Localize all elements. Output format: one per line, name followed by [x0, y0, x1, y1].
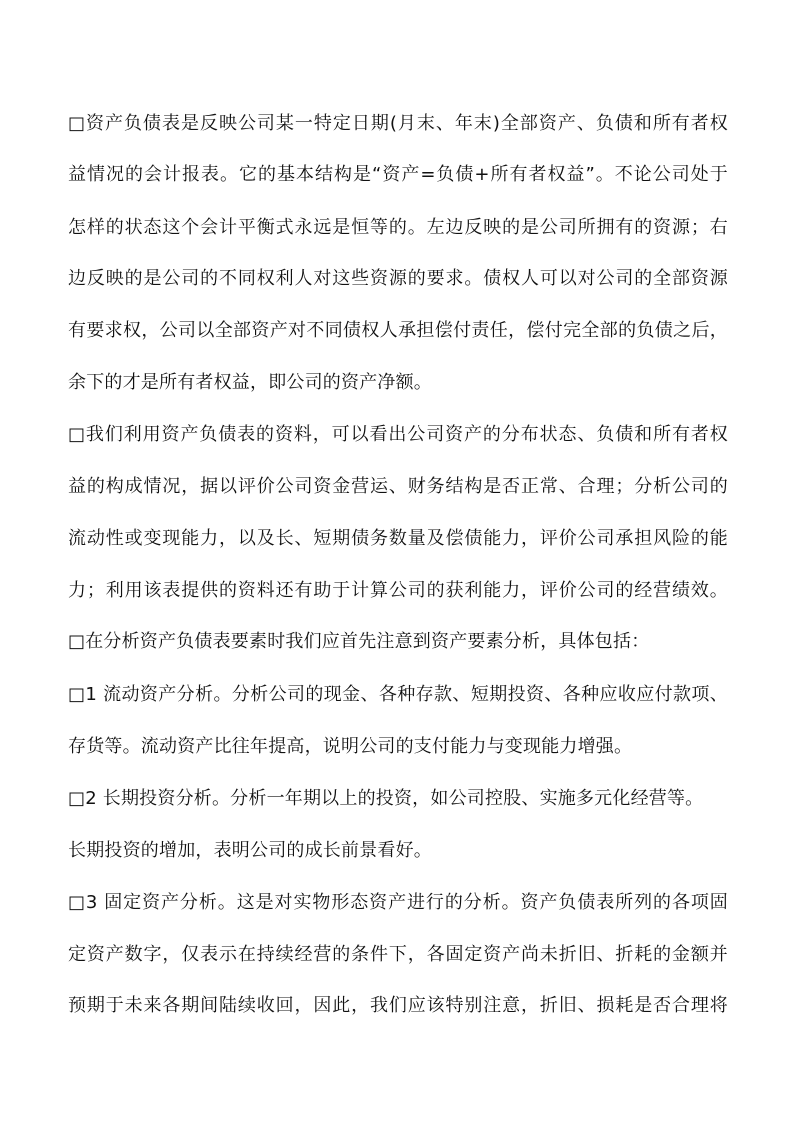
text-line-17: 定资产数字，仅表示在持续经营的条件下，各固定资产尚未折旧、折耗的金额并 — [68, 944, 728, 965]
text-line-1: □资产负债表是反映公司某一特定日期(月末、年末)全部资产、负债和所有者权 — [68, 113, 728, 134]
text-line-18: 预期于未来各期间陆续收回，因此，我们应该特别注意，折旧、损耗是否合理将 — [68, 995, 728, 1016]
text-line-4: 边反映的是公司的不同权利人对这些资源的要求。债权人可以对公司的全部资源 — [68, 268, 728, 289]
text-line-10: 力；利用该表提供的资料还有助于计算公司的获利能力，评价公司的经营绩效。 — [68, 580, 728, 601]
text-line-7: □我们利用资产负债表的资料，可以看出公司资产的分布状态、负债和所有者权 — [68, 424, 728, 445]
text-line-15: 长期投资的增加，表明公司的成长前景看好。 — [68, 840, 432, 861]
text-line-12: □1 流动资产分析。分析公司的现金、各种存款、短期投资、各种应收应付款项、 — [68, 684, 728, 705]
text-line-13: 存货等。流动资产比往年提高，说明公司的支付能力与变现能力增强。 — [68, 736, 633, 757]
text-line-9: 流动性或变现能力，以及长、短期债务数量及偿债能力，评价公司承担风险的能 — [68, 528, 728, 549]
text-line-14: □2 长期投资分析。分析一年期以上的投资，如公司控股、实施多元化经营等。 — [68, 788, 704, 809]
text-line-16: □3 固定资产分析。这是对实物形态资产进行的分析。资产负债表所列的各项固 — [68, 892, 728, 913]
text-line-2: 益情况的会计报表。它的基本结构是“资产=负债+所有者权益”。不论公司处于 — [68, 164, 728, 185]
text-line-11: □在分析资产负债表要素时我们应首先注意到资产要素分析，具体包括： — [68, 631, 650, 652]
text-line-5: 有要求权，公司以全部资产对不同债权人承担偿付责任，偿付完全部的负债之后， — [68, 320, 728, 341]
text-line-6: 余下的才是所有者权益，即公司的资产净额。 — [68, 372, 432, 393]
text-line-3: 怎样的状态这个会计平衡式永远是恒等的。左边反映的是公司所拥有的资源；右 — [68, 217, 728, 238]
text-line-8: 益的构成情况，据以评价公司资金营运、财务结构是否正常、合理；分析公司的 — [68, 476, 728, 497]
